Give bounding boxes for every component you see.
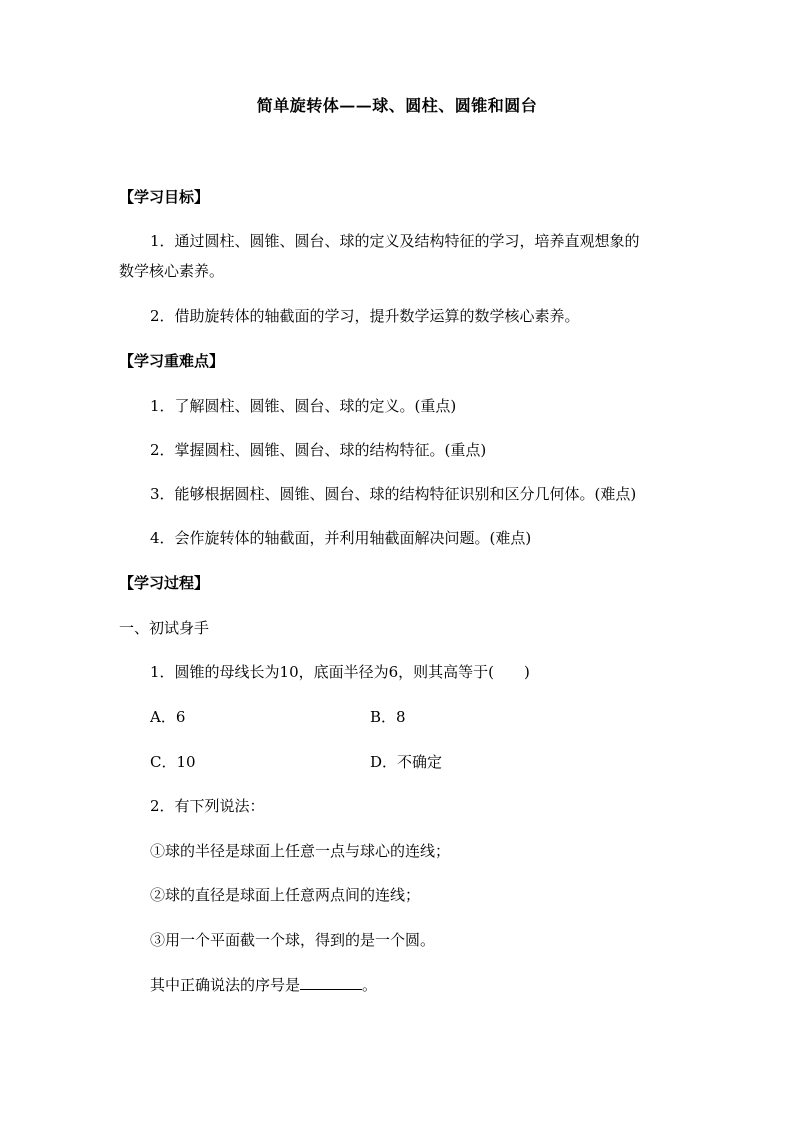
question-2-stem: 2．有下列说法： [150,797,265,815]
key-point-item-1: 1．了解圆柱、圆锥、圆台、球的定义。(重点) [150,397,457,415]
question-1-option-d: D．不确定 [370,753,443,771]
key-points-heading: 【学习重难点】 [119,352,225,370]
question-2-ask-prefix: 其中正确说法的序号是 [150,976,301,994]
objectives-heading: 【学习目标】 [119,188,210,206]
key-point-item-4: 4．会作旋转体的轴截面，并利用轴截面解决问题。(难点) [150,529,532,547]
process-heading: 【学习过程】 [119,574,210,592]
question-2-statement-2: ②球的直径是球面上任意两点间的连线； [150,886,421,904]
question-2-ask [150,973,377,996]
question-2-statement-3: ③用一个平面截一个球，得到的是一个圆。 [150,931,436,949]
key-point-item-2: 2．掌握圆柱、圆锥、圆台、球的结构特征。(重点) [150,441,487,459]
objective-item-2: 2．借助旋转体的轴截面的学习，提升数学运算的数学核心素养。 [150,307,580,325]
objective-item-1-line-2: 数学核心素养。 [119,262,225,280]
question-1-option-a: A．6 [150,708,186,726]
document-title: 简单旋转体——球、圆柱、圆锥和圆台 [256,96,538,115]
question-1-option-c: C．10 [150,753,196,771]
part-1-title: 一、初试身手 [119,619,210,637]
question-1-stem: 1．圆锥的母线长为10，底面半径为6，则其高等于( ) [150,663,530,681]
question-1-option-b: B．8 [370,708,406,726]
question-2-statement-1: ①球的半径是球面上任意一点与球心的连线； [150,842,451,860]
question-2-ask-suffix: 。 [362,976,378,994]
answer-blank [300,973,362,990]
key-point-item-3: 3．能够根据圆柱、圆锥、圆台、球的结构特征识别和区分几何体。(难点) [150,485,637,503]
objective-item-1-line-1: 1．通过圆柱、圆锥、圆台、球的定义及结构特征的学习，培养直观想象的 [150,232,640,250]
